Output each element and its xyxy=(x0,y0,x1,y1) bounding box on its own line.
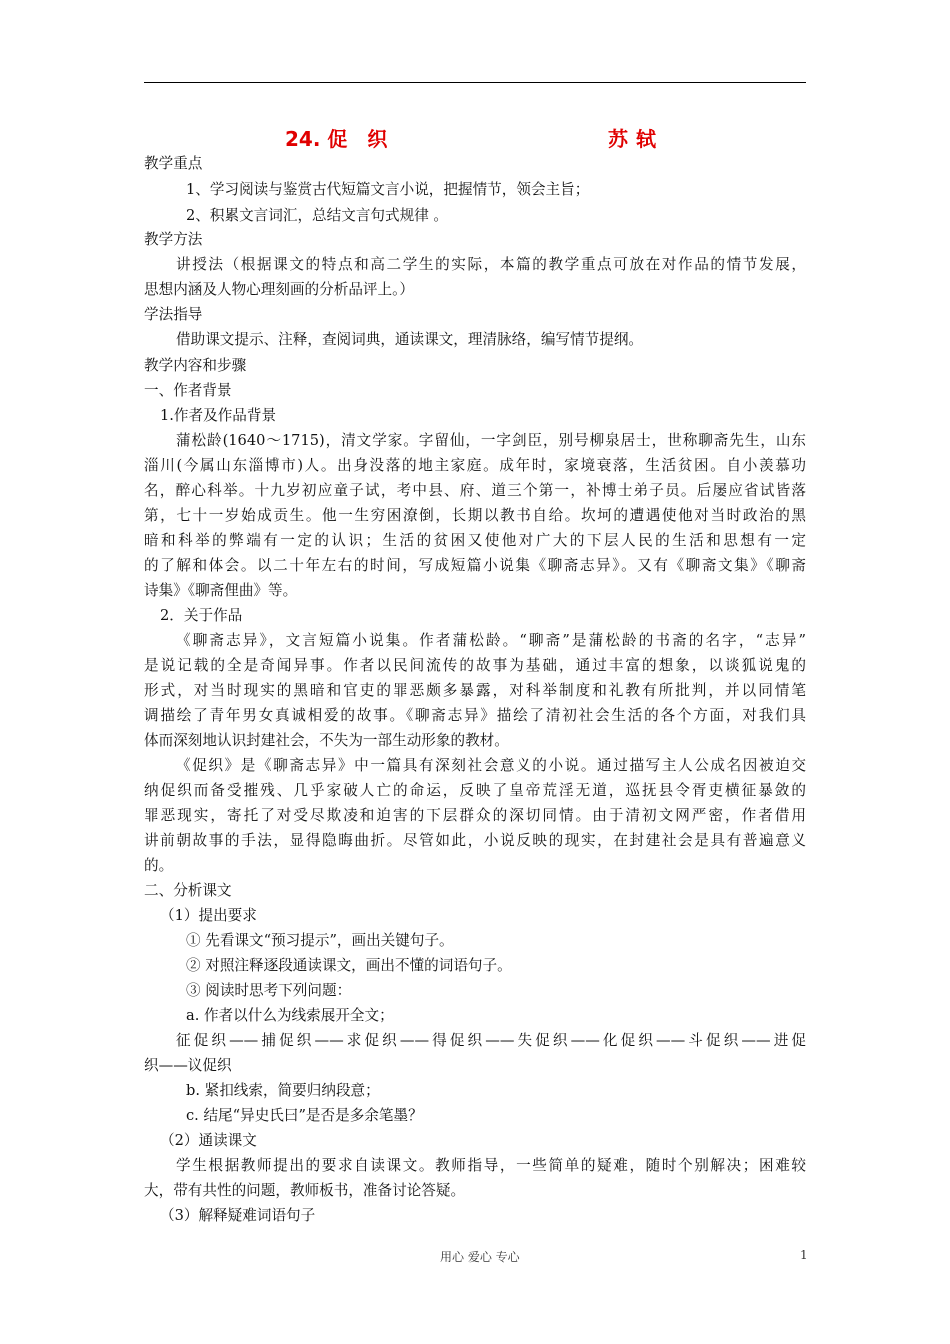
key-point-2: 2、积累文言词汇，总结文言句式规律 。 xyxy=(186,207,449,224)
method-text-2: 思想内涵及人物心理刻画的分析品评上。） xyxy=(144,281,414,298)
plot-clue-line-1: 征促织——捕促织——求促织——得促织——失促织——化促织——斗促织——进促 xyxy=(176,1032,806,1049)
step-2-text-2: 大，带有共性的问题，教师板书，准备讨论答疑。 xyxy=(144,1182,466,1199)
about-work-line-5: 体而深刻地认识封建社会，不失为一部生动形象的教材。 xyxy=(144,732,509,749)
author-bio-line-6: 的了解和体会。以二十年左右的时间，写成短篇小说集《聊斋志异》。又有《聊斋文集》《聊斋 xyxy=(144,557,806,574)
author-bio-line-2: 淄川(今属山东淄博市)人。出身没落的地主家庭。成年时，家境衰落，生活贫困。自小羡慕功 xyxy=(144,457,806,474)
author-bio-line-4: 第，七十一岁始成贡生。他一生穷困潦倒，长期以教书自给。坎坷的遭遇使他对当时政治的黑 xyxy=(144,507,806,524)
header-rule xyxy=(144,82,806,83)
section-heading-study-guide: 学法指导 xyxy=(144,306,203,323)
page-number: 1 xyxy=(800,1248,808,1262)
author-bio-line-7: 诗集》《聊斋俚曲》等。 xyxy=(144,582,298,599)
question-c: c. 结尾“异史氏曰”是否是多余笔墨？ xyxy=(186,1107,423,1124)
about-work-line-4: 调描绘了青年男女真诚相爱的故事。《聊斋志异》描绘了清初社会生活的各个方面，对我们具 xyxy=(144,707,806,724)
method-text-1: 讲授法（根据课文的特点和高二学生的实际，本篇的教学重点可放在对作品的情节发展， xyxy=(176,256,806,273)
key-point-1: 1、学习阅读与鉴赏古代短篇文言小说，把握情节，领会主旨； xyxy=(186,181,590,198)
author-bio-line-3: 名，醉心科举。十九岁初应童子试，考中县、府、道三个第一，补博士弟子员。后屡应省试皆落 xyxy=(144,482,806,499)
about-work-line-1: 《聊斋志异》，文言短篇小说集。作者蒲松龄。“聊斋”是蒲松龄的书斋的名字，“志异” xyxy=(176,632,806,649)
subheading-author-background: 1.作者及作品背景 xyxy=(160,407,277,424)
cuzhi-line-5: 的。 xyxy=(144,857,174,874)
step-2-text-1: 学生根据教师提出的要求自读课文。教师指导，一些简单的疑难，随时个别解决；困难较 xyxy=(176,1157,806,1174)
cuzhi-line-3: 罪恶现实，寄托了对受尽欺凌和迫害的下层群众的深切同情。由于清初文网严密，作者借用 xyxy=(144,807,806,824)
step-3-heading: （3）解释疑难词语句子 xyxy=(160,1207,316,1224)
footer-motto: 用心 爱心 专心 xyxy=(440,1250,520,1264)
lesson-author: 苏轼 xyxy=(608,127,664,151)
lesson-title: 24. 促 织 xyxy=(285,127,388,151)
about-work-line-2: 是说记载的全是奇闻异事。作者以民间流传的故事为基础，通过丰富的想象，以谈狐说鬼的 xyxy=(144,657,806,674)
section-heading-key-points: 教学重点 xyxy=(144,155,203,172)
part-2-heading: 二、分析课文 xyxy=(144,882,232,899)
step-2-heading: （2）通读课文 xyxy=(160,1132,257,1149)
requirement-3: ③ 阅读时思考下列问题： xyxy=(186,982,352,999)
section-heading-content-steps: 教学内容和步骤 xyxy=(144,357,247,374)
author-bio-line-5: 暗和科举的弊端有一定的认识；生活的贫困又使他对广大的下层人民的生活和思想有一定 xyxy=(144,532,806,549)
about-work-line-3: 形式，对当时现实的黑暗和官吏的罪恶颇多暴露，对科举制度和礼教有所批判，并以同情笔 xyxy=(144,682,806,699)
question-b: b. 紧扣线索，简要归纳段意； xyxy=(186,1082,380,1099)
part-1-heading: 一、作者背景 xyxy=(144,382,232,399)
plot-clue-line-2: 织——议促织 xyxy=(144,1057,232,1074)
requirement-1: ① 先看课文“预习提示”，画出关键句子。 xyxy=(186,932,454,949)
cuzhi-line-4: 讲前朝故事的手法，显得隐晦曲折。尽管如此，小说反映的现实，在封建社会是具有普遍意义 xyxy=(144,832,806,849)
question-a: a. 作者以什么为线索展开全文； xyxy=(186,1007,394,1024)
requirement-2: ② 对照注释逐段通读课文，画出不懂的词语句子。 xyxy=(186,957,512,974)
cuzhi-line-1: 《促织》是《聊斋志异》中一篇具有深刻社会意义的小说。通过描写主人公成名因被迫交 xyxy=(176,757,806,774)
study-guide-text: 借助课文提示、注释，查阅词典，通读课文，理清脉络，编写情节提纲。 xyxy=(176,331,644,348)
step-1-heading: （1）提出要求 xyxy=(160,907,257,924)
cuzhi-line-2: 纳促织而备受摧残、几乎家破人亡的命运，反映了皇帝荒淫无道，巡抚县令胥吏横征暴敛的 xyxy=(144,782,806,799)
subheading-about-work: 2．关于作品 xyxy=(160,607,243,624)
author-bio-line-1: 蒲松龄(1640～1715)，清文学家。字留仙，一字剑臣，别号柳泉居士，世称聊斋先生，山东 xyxy=(176,432,806,449)
section-heading-method: 教学方法 xyxy=(144,231,203,248)
